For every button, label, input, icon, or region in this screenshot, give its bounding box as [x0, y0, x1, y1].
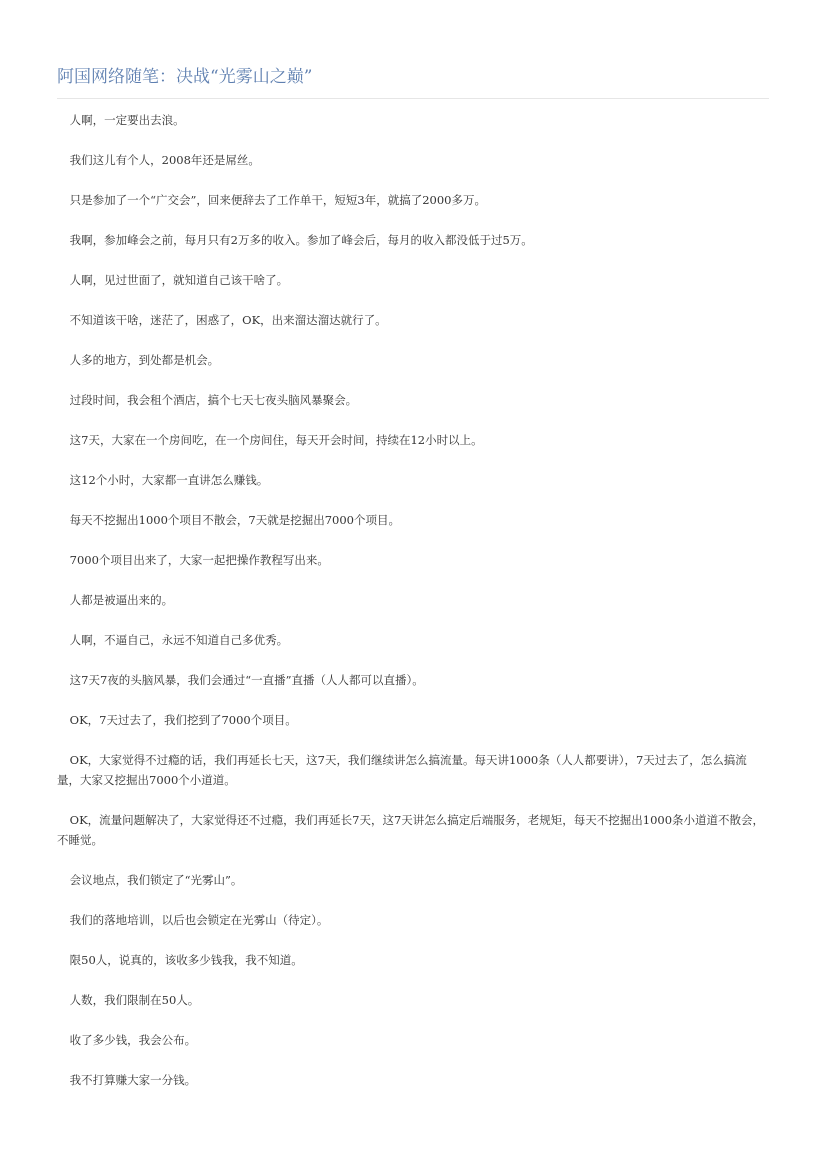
paragraph: 收了多少钱，我会公布。 — [69, 1033, 197, 1047]
paragraph: OK，大家觉得不过瘾的话，我们再延长七天，这7天，我们继续讲怎么搞流量。每天讲1000条（人人都要讲），7天过去了，怎么搞流量，大家又挖掘出7000个小道道。 — [57, 753, 747, 787]
paragraph: 我啊，参加峰会之前，每月只有2万多的收入。参加了峰会后，每月的收入都没低于过5万。 — [69, 233, 533, 247]
paragraph: 人啊，见过世面了，就知道自己该干啥了。 — [69, 273, 289, 287]
paragraph: 我不打算赚大家一分钱。 — [69, 1073, 197, 1087]
paragraph: 这12个小时，大家都一直讲怎么赚钱。 — [69, 473, 269, 487]
paragraph: OK，7天过去了，我们挖到了7000个项目。 — [69, 713, 297, 727]
paragraph: 过段时间，我会租个酒店，搞个七天七夜头脑风暴聚会。 — [69, 393, 358, 407]
paragraph: 7000个项目出来了，大家一起把操作教程写出来。 — [69, 553, 329, 567]
article-body — [57, 110, 769, 1090]
paragraph: 人啊，不逼自己，永远不知道自己多优秀。 — [69, 633, 289, 647]
paragraph: 会议地点，我们锁定了“光雾山”。 — [69, 873, 243, 887]
title-divider — [57, 98, 769, 99]
paragraph: 我们的落地培训，以后也会锁定在光雾山（待定）。 — [69, 913, 329, 927]
article-title: 阿国网络随笔：决战“光雾山之巅” — [57, 67, 313, 87]
paragraph: 限50人，说真的，该收多少钱我，我不知道。 — [69, 953, 303, 967]
paragraph: 这7天，大家在一个房间吃，在一个房间住，每天开会时间，持续在12小时以上。 — [69, 433, 483, 447]
paragraph: 每天不挖掘出1000个项目不散会，7天就是挖掘出7000个项目。 — [69, 513, 400, 527]
paragraph: 人啊，一定要出去浪。 — [69, 113, 185, 127]
paragraph: 这7天7夜的头脑风暴，我们会通过“一直播”直播（人人都可以直播）。 — [69, 673, 424, 687]
paragraph: 人多的地方，到处都是机会。 — [69, 353, 220, 367]
paragraph: OK，流量问题解决了，大家觉得还不过瘾，我们再延长7天，这7天讲怎么搞定后端服务，老规矩，每天不挖掘出1000条小道道不散会，不睡觉。 — [57, 813, 765, 847]
paragraph: 我们这儿有个人，2008年还是屌丝。 — [69, 153, 260, 167]
paragraph: 不知道该干啥，迷茫了，困惑了，OK，出来溜达溜达就行了。 — [69, 313, 387, 327]
paragraph: 人数，我们限制在50人。 — [69, 993, 200, 1007]
paragraph: 人都是被逼出来的。 — [69, 593, 174, 607]
paragraph: 只是参加了一个“广交会”，回来便辞去了工作单干，短短3年，就搞了2000多万。 — [69, 193, 486, 207]
article-page — [57, 0, 769, 1110]
